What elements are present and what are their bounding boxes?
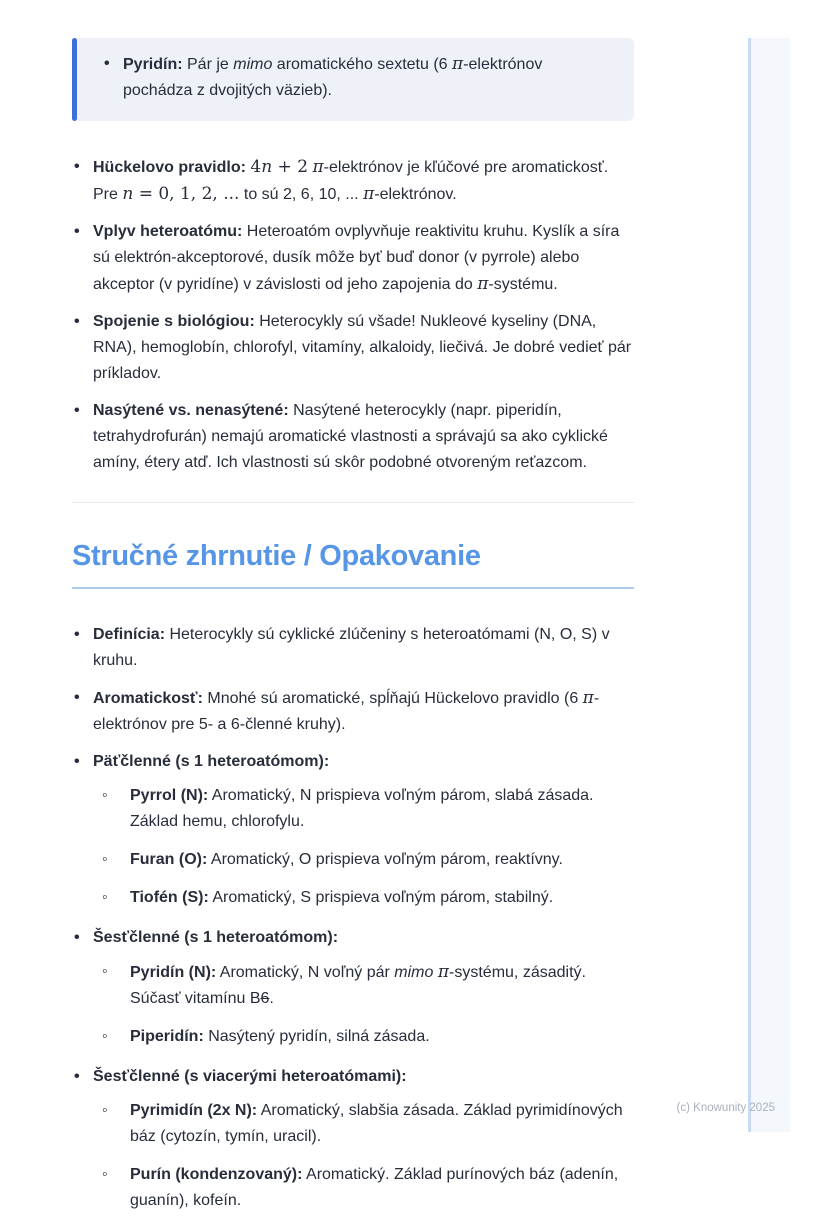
- callout-list: [92, 51, 614, 104]
- list-item-text: Päťčlenné (s 1 heteroatómom):: [93, 753, 330, 770]
- list-item-text: Šesťčlenné (s viacerými heteroatómami):: [93, 1068, 407, 1085]
- sub-list-item: ◦ Purín (kondenzovaný): Aromatický. Základ purínových báz (adenín, guanín), kofeín.: [93, 1162, 634, 1214]
- list-item: [72, 925, 634, 1050]
- sub-list-item: ◦ Pyrrol (N): Aromatický, N prispieva voľným párom, slabá zásada. Základ hemu, chlorofylu.: [93, 783, 634, 835]
- list-item: • Hückelovo pravidlo: 4n + 2 π-elektrónov je kľúčové pre aromatickosť. Pre n = 0, 1, 2, ... to sú 2, 6, 10, ... π-elektrónov.: [72, 154, 634, 208]
- sub-list-item: ◦ Furan (O): Aromatický, O prispieva voľným párom, reaktívny.: [93, 847, 634, 873]
- sub-list-item: ◦ Pyrimidín (2x N): Aromatický, slabšia zásada. Základ pyrimidínových báz (cytozín, tymín, uracil).: [93, 1098, 634, 1150]
- sub-list: [93, 783, 634, 911]
- scrollbar[interactable]: [748, 38, 751, 1132]
- list-item: • Nasýtené vs. nenasýtené: Nasýtené heterocykly (napr. piperidín, tetrahydrofurán) nemajú aromatické vlastnosti a správajú sa ako cyklické amíny, étery atď. Ich vlastnosti sú skôr podobné otvoreným reťazcom.: [72, 398, 634, 476]
- copyright-note: (c) Knowunity 2025: [676, 1102, 775, 1114]
- sub-list-item: ◦ Tiofén (S): Aromatický, S prispieva voľným párom, stabilný.: [93, 885, 634, 911]
- document-content: [72, 38, 634, 1228]
- callout-accent-bar: [72, 38, 77, 121]
- list-item: • Vplyv heteroatómu: Heteroatóm ovplyvňuje reaktivitu kruhu. Kyslík a síra sú elektrón-akceptorové, dusík môže byť buď donor (v pyrrole) alebo akceptor (v pyridíne) v závislosti od jeho zapojenia do π-systému.: [72, 219, 634, 298]
- sub-list: [93, 959, 634, 1050]
- list-item-text: Šesťčlenné (s 1 heteroatómom):: [93, 929, 339, 946]
- sidebar-panel-edge: [751, 38, 790, 1132]
- sub-list-item: ◦ Pyridín (N): Aromatický, N voľný pár mimo π-systému, zásaditý. Súčasť vitamínu B6.: [93, 959, 634, 1012]
- list-item: • Aromatickosť: Mnohé sú aromatické, spĺňajú Hückelovo pravidlo (6 π-elektrónov pre 5- a 6-členné kruhy).: [72, 685, 634, 738]
- notes-list: [72, 154, 634, 476]
- section-heading: Stručné zhrnutie / Opakovanie: [72, 540, 634, 589]
- list-item: • Spojenie s biológiou: Heterocykly sú všade! Nukleové kyseliny (DNA, RNA), hemoglobín, chlorofyl, vitamíny, alkaloidy, liečivá. Je dobré vedieť pár príkladov.: [72, 309, 634, 387]
- section-divider: [72, 502, 634, 503]
- list-item: [72, 749, 634, 911]
- summary-list: [72, 622, 634, 1214]
- sub-list: [93, 1098, 634, 1214]
- list-item: [72, 1064, 634, 1214]
- callout-list-item: • Pyridín: Pár je mimo aromatického sextetu (6 π-elektrónov pochádza z dvojitých väzieb).: [92, 51, 614, 104]
- callout-box: [72, 38, 634, 121]
- list-item: • Definícia: Heterocykly sú cyklické zlúčeniny s heteroatómami (N, O, S) v kruhu.: [72, 622, 634, 674]
- sub-list-item: ◦ Piperidín: Nasýtený pyridín, silná zásada.: [93, 1024, 634, 1050]
